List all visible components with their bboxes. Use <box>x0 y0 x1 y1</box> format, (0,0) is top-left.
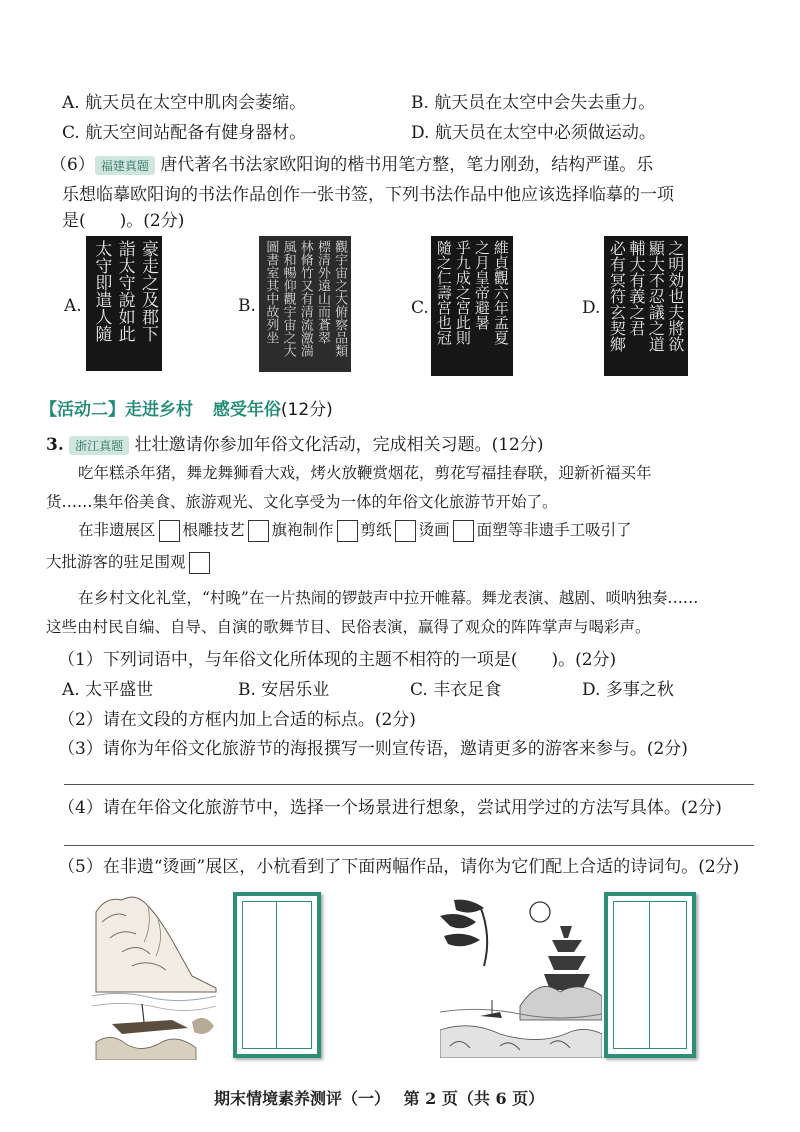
q3-sub1-option-b: B. 安居乐业 <box>238 680 330 700</box>
q3-sub1-option-a: A. 太平盛世 <box>62 680 154 700</box>
answer-line-sub3[interactable] <box>64 784 754 785</box>
punctuation-box-2[interactable] <box>248 520 269 542</box>
q5-option-c: C. 航天空间站配备有健身器材。 <box>62 123 307 143</box>
pyrography-pagoda-moon-image <box>440 896 602 1058</box>
q3-para2-seg1: 在非遗展区 <box>78 521 156 539</box>
callig-b-col-1: 觀宇宙之大俯察品類 <box>332 240 348 357</box>
pyrography-mountain-boat-image <box>92 892 220 1060</box>
punctuation-box-6[interactable] <box>189 552 210 574</box>
q6-line1 <box>50 150 653 175</box>
q3-para2-line2-text: 大批游客的驻足围观 <box>46 553 186 571</box>
footer-page-number: 第 2 页（共 6 页） <box>403 1089 545 1108</box>
q6-source-badge: 福建真题 <box>95 156 155 175</box>
q3-para1-line2: 货……集年俗美食、旅游观光、文化享受为一体的年俗文化旅游节开始了。 <box>46 493 558 511</box>
q3-intro-line <box>46 430 543 455</box>
q6-option-b-label: B. <box>238 296 256 316</box>
q3-para2-seg6: 面塑等非遗手工吸引了 <box>476 521 632 539</box>
q5-option-d: D. 航天员在太空中必须做运动。 <box>411 123 656 143</box>
callig-b-col-5: 圖書室其中故列坐 <box>263 240 279 344</box>
q3-sub3: （3）请你为年俗文化旅游节的海报撰写一则宣传语，邀请更多的游客来参与。(2分) <box>58 739 688 759</box>
activity2-score: (12分) <box>280 400 333 420</box>
activity2-heading <box>40 395 333 420</box>
callig-b-col-2: 標清外遠山而蒼翠 <box>314 240 330 344</box>
callig-a-col-3: 太守即遣人隨 <box>91 240 112 342</box>
poem-scroll-divider-2 <box>649 901 650 1049</box>
calligraphy-a-image <box>86 236 162 371</box>
poem-scroll-divider-1 <box>276 901 277 1049</box>
q5-option-a: A. 航天员在太空中肌肉会萎缩。 <box>62 93 307 113</box>
punctuation-box-1[interactable] <box>159 520 180 542</box>
q6-option-c-label: C. <box>411 298 429 318</box>
q3-sub5: （5）在非遗“烫画”展区，小杭看到了下面两幅作品，请你为它们配上合适的诗词句。(2分) <box>58 857 740 877</box>
q3-para3-line1: 在乡村文化礼堂，“村晚”在一片热闹的锣鼓声中拉开帷幕。舞龙表演、越剧、唢呐独奏…… <box>78 589 699 607</box>
q6-number: （6） <box>50 155 95 175</box>
q3-para2-line1 <box>78 518 632 542</box>
footer-test-title: 期末情境素养测评（一） <box>214 1089 391 1108</box>
q3-para1-line1: 吃年糕杀年猪，舞龙舞狮看大戏，烤火放鞭赏烟花，剪花写福挂春联，迎新祈福买年 <box>78 464 652 482</box>
callig-c-col-3: 乎九成之宮此則 <box>453 240 472 345</box>
callig-b-col-3: 林脩竹又有清流激湍 <box>297 240 313 357</box>
q5-option-b: B. 航天员在太空中会失去重力。 <box>411 93 656 113</box>
callig-d-col-1: 之明効也夫將欲 <box>665 240 685 352</box>
callig-a-col-2: 詣太守說如此 <box>114 240 135 342</box>
callig-c-col-4: 隨之仁壽宮也冠 <box>434 240 453 345</box>
callig-d-col-2: 顯大不忍議之道 <box>646 240 666 352</box>
q3-intro: 壮壮邀请你参加年俗文化活动，完成相关习题。(12分) <box>134 435 544 455</box>
punctuation-box-5[interactable] <box>453 520 474 542</box>
callig-b-col-4: 風和暢仰觀宇宙之大 <box>280 240 296 357</box>
q3-para2-line2 <box>46 550 210 574</box>
callig-d-col-4: 必有冥符玄契鄉 <box>607 240 627 352</box>
calligraphy-b-image <box>259 236 351 372</box>
callig-a-col-1: 豪走之及郡下 <box>138 240 158 342</box>
calligraphy-c-image <box>431 236 513 376</box>
callig-d-col-3: 輔大有義之君 <box>626 240 646 336</box>
callig-c-col-2: 之月皇帝避暑 <box>472 240 491 330</box>
q3-para2-seg4: 剪纸 <box>360 521 392 539</box>
q3-number: 3. <box>46 435 64 455</box>
q6-option-a-label: A. <box>64 296 82 316</box>
poem-scroll-frame-2[interactable] <box>604 892 696 1058</box>
q6-line3: 是( )。(2分) <box>62 211 185 231</box>
q3-sub1-option-c: C. 丰衣足食 <box>410 680 502 700</box>
answer-line-sub4[interactable] <box>64 845 754 846</box>
q6-line2: 乐想临摹欧阳询的书法作品创作一张书签，下列书法作品中他应该选择临摹的一项 <box>62 185 674 205</box>
q3-para2-seg5: 烫画 <box>418 521 450 539</box>
q3-sub1-option-d: D. 多事之秋 <box>582 680 674 700</box>
page-footer <box>214 1086 544 1109</box>
poem-scroll-inner-1 <box>242 901 312 1049</box>
callig-c-col-1: 維貞觀六年孟夏 <box>491 240 510 345</box>
q3-para3-line2: 这些由村民自编、自导、自演的歌舞节目、民俗表演，赢得了观众的阵阵掌声与喝彩声。 <box>46 618 651 636</box>
calligraphy-d-image <box>604 236 688 376</box>
poem-scroll-inner-2 <box>613 901 687 1049</box>
q3-sub4: （4）请在年俗文化旅游节中，选择一个场景进行想象，尝试用学过的方法写具体。(2分) <box>58 798 722 818</box>
q3-para2-seg3: 旗袍制作 <box>271 521 334 539</box>
poem-scroll-frame-1[interactable] <box>233 892 321 1058</box>
q6-text-line1: 唐代著名书法家欧阳询的楷书用笔方整，笔力刚劲，结构严谨。乐 <box>160 155 654 175</box>
q3-source-badge: 浙江真题 <box>69 436 129 455</box>
q3-sub1: （1）下列词语中，与年俗文化所体现的主题不相符的一项是( )。(2分) <box>58 650 617 670</box>
activity2-title: 感受年俗 <box>212 400 281 420</box>
q6-option-d-label: D. <box>582 298 601 318</box>
punctuation-box-3[interactable] <box>337 520 358 542</box>
q3-para2-seg2: 根雕技艺 <box>182 521 245 539</box>
activity2-bracket: 【活动二】走进乡村 <box>40 400 193 420</box>
punctuation-box-4[interactable] <box>395 520 416 542</box>
q3-sub2: （2）请在文段的方框内加上合适的标点。(2分) <box>58 710 416 730</box>
